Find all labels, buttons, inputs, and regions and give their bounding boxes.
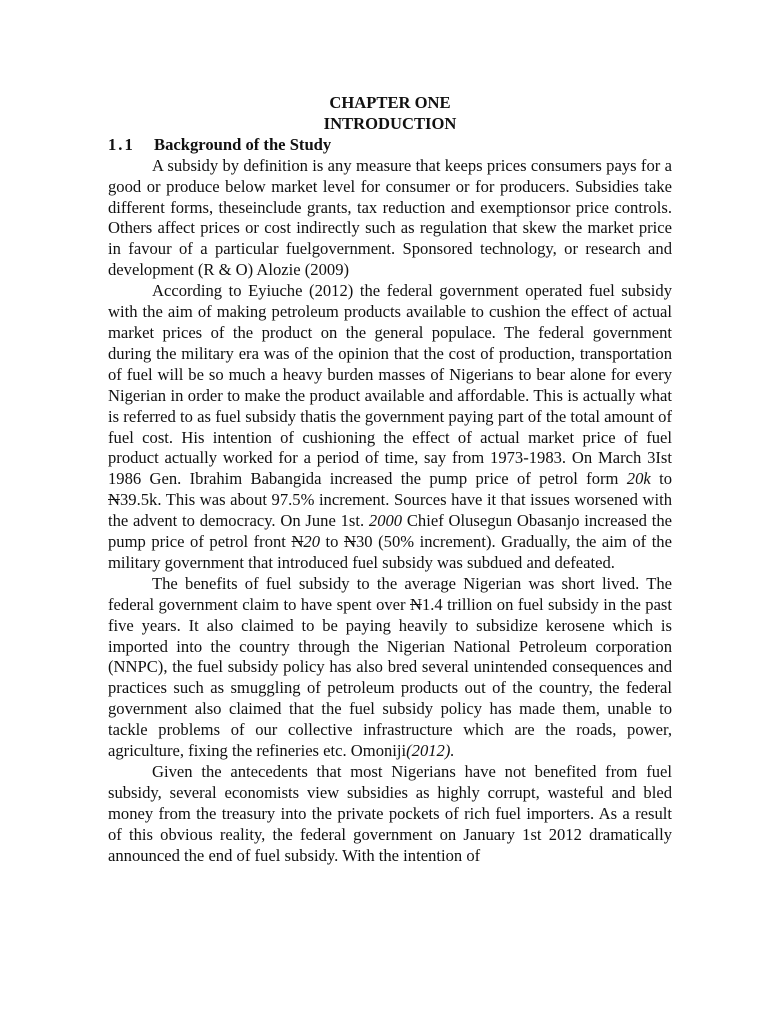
chapter-heading: CHAPTER ONE (329, 93, 451, 112)
text-run: The benefits of fuel subsidy to the average Nigerian was short lived. The federal government claim to have spent over (108, 573, 672, 614)
citation-year: (2012). (406, 741, 455, 761)
naira-symbol: N (410, 594, 422, 614)
chapter-title: INTRODUCTION (323, 113, 457, 133)
section-title: Background of the Study (154, 134, 332, 154)
section-heading (108, 135, 672, 156)
naira-symbol: N (108, 490, 120, 510)
text-run: 39.5k. This was about 97.5% increment. Sources have it that issues worsened with the advent to democracy. On June 1st. (108, 490, 672, 531)
price-twenty: 20 (303, 532, 321, 552)
document-body (108, 93, 672, 867)
text-run: Chief Olusegun Obasanjo increased the pump price of petrol front (108, 511, 673, 552)
section-number: 1.1 (108, 134, 135, 154)
paragraph-benefits (108, 574, 672, 762)
text-run: to (320, 532, 344, 552)
year-2000: 2000 (368, 511, 403, 531)
text-run: 1.4 trillion on fuel subsidy in the past five years. It also claimed to be paying heavily to subsidize kerosene which is imported into the country through the Nigerian National Petroleum corporation (NNPC), the fuel subsidy policy has also bred several unintended consequences and practices such as smuggling of petroleum products out of the country, the federal government also claimed that the fuel subsidy policy has made them, unable to tackle problems of our collective infrastructure which are the roads, power, agriculture, fixing the refineries etc. Omoniji (108, 594, 672, 761)
price-old: 20k (626, 469, 651, 489)
text-run: 30 (50% increment). Gradually, the aim of the military government that introduced fuel subsidy was subdued and defeated. (108, 532, 672, 572)
naira-symbol: N (344, 532, 356, 552)
paragraph-definition: A subsidy by definition is any measure that keeps prices consumers pays for a good or produce below market level for consumer or for producers. Subsidies take different forms, theseinclude grants, tax reduction and exemptionsor price controls. Others affect prices or cost indirectly such as regulation that skew the market price in favour of a particular fuelgovernment. Sponsored technology, or research and development (R & O) Alozie (2009) (108, 155, 672, 280)
paragraph-antecedents: Given the antecedents that most Nigerians have not benefited from fuel subsidy, several economists view subsidies as highly corrupt, wasteful and bled money from the treasury into the private pockets of rich fuel importers. As a result of this obvious reality, the federal government on January 1st 2012 dramatically announced the end of fuel subsidy. With the intention of (108, 762, 672, 865)
text-run: According to Eyiuche (2012) the federal government operated fuel subsidy with the aim of making petroleum products available to cushion the effect of actual market prices of the product on the general populace. The federal government during the military era was of the opinion that the cost of production, transportation of fuel will be so much a heavy burden masses of Nigerians to bear alone for every Nigerian in order to make the product available and affordable. This is actually what is referred to as fuel subsidy thatis the government paying part of the total amount of fuel cost. His intention of cushioning the effect of actual market price of fuel product actually worked for a period of time, say from 1973-1983. On March 3Ist 1986 Gen. Ibrahim Babangida increased the pump price of petrol form (108, 281, 672, 489)
paragraph-history (108, 281, 672, 574)
naira-symbol: N (291, 532, 304, 552)
text-run: to (650, 469, 672, 489)
